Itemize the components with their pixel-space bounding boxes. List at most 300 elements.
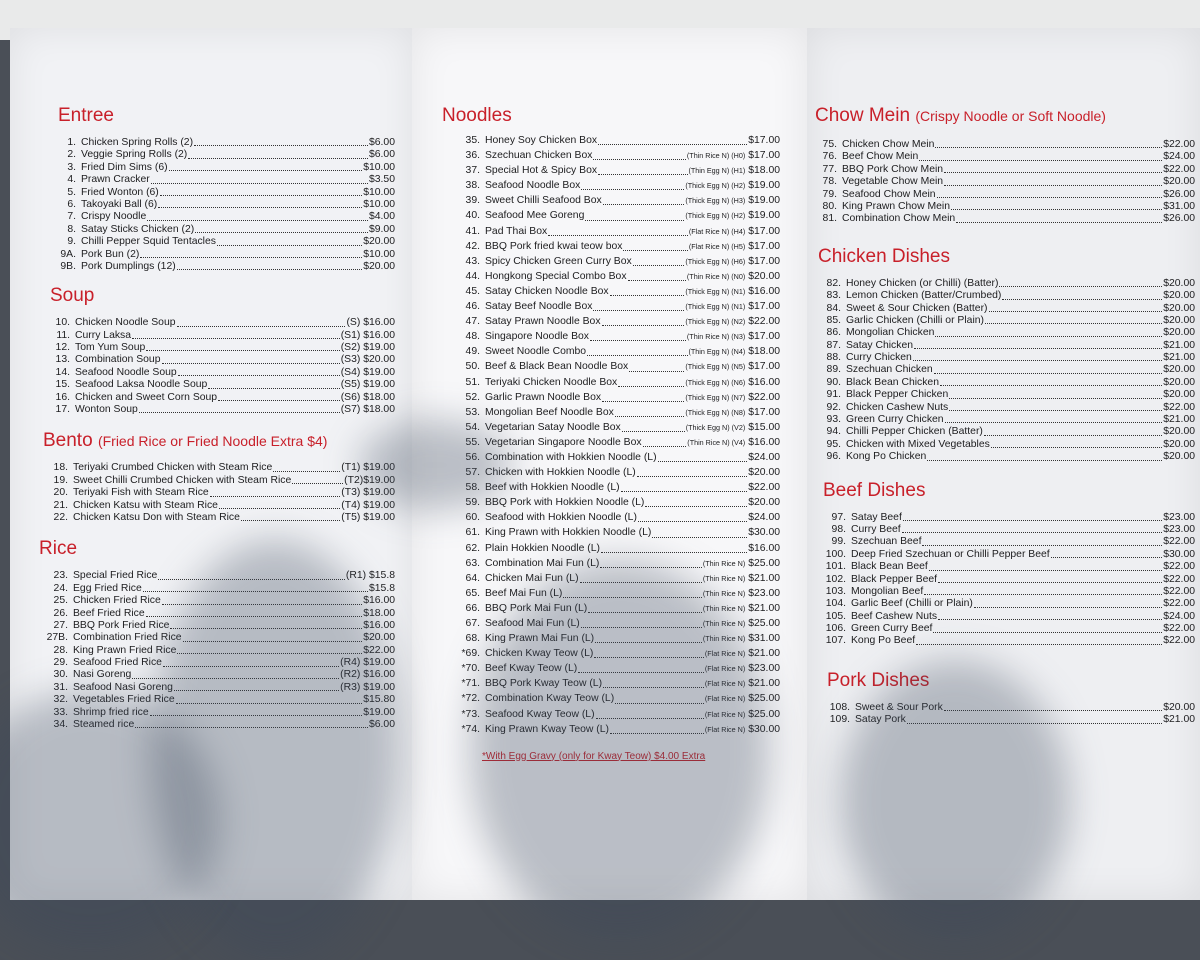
item-price: $23.00 (748, 587, 780, 599)
item-number: 108. (829, 701, 850, 713)
menu-item (442, 359, 780, 374)
item-price: $21.00 (1163, 339, 1195, 351)
item-number: 18. (53, 462, 68, 474)
item-number: 66. (465, 602, 480, 614)
item-name: Tom Yum Soup (75, 342, 146, 354)
dot-leader (292, 483, 343, 484)
item-name: Beef & Black Bean Noodle Box (485, 361, 629, 373)
item-price: $20.00 (1163, 376, 1195, 388)
item-price: $23.00 (748, 663, 780, 675)
dot-leader (944, 172, 1162, 173)
item-name: Sweet Chilli Crumbed Chicken with Steam Rice (73, 474, 292, 486)
menu-item (815, 611, 1195, 623)
beef-list (815, 512, 1195, 648)
item-number: 64. (465, 572, 480, 584)
menu-item (815, 402, 1195, 414)
dot-leader (1002, 299, 1162, 300)
item-name: Szechuan Chicken (846, 364, 933, 376)
item-noodle-code: (Flat Rice N) (704, 649, 746, 659)
dot-leader (602, 325, 685, 326)
item-number: 8. (67, 223, 76, 235)
dot-leader (598, 144, 747, 145)
item-number: 31. (53, 681, 68, 693)
item-number: 106. (825, 623, 846, 635)
menu-item (815, 512, 1195, 524)
dot-leader (935, 336, 1162, 337)
item-price: $10.00 (363, 248, 395, 260)
item-name: Green Curry Beef (851, 623, 933, 635)
item-name: Satay Chicken (846, 339, 913, 351)
item-name: BBQ Pork Fried Rice (73, 619, 170, 631)
item-price: (S3) $20.00 (340, 354, 395, 366)
item-price: $23.00 (1163, 511, 1195, 523)
menu-item (442, 420, 780, 435)
item-number: 9B. (60, 260, 76, 272)
bento-list (40, 462, 395, 524)
item-name: Seafood Nasi Goreng (73, 681, 173, 693)
item-number: 28. (53, 644, 68, 656)
item-noodle-code: (Thick Egg N) (N1) (685, 286, 746, 296)
item-price: $17.00 (748, 331, 780, 343)
item-price: $20.00 (1163, 701, 1195, 713)
item-number: 82. (826, 277, 841, 289)
dot-leader (924, 594, 1162, 595)
item-price: (R1) $15.8 (345, 570, 395, 582)
dot-leader (645, 506, 747, 507)
item-price: $20.00 (748, 270, 780, 282)
item-noodle-code: (Thin Rice N) (N0) (686, 271, 746, 281)
item-name: Satay Prawn Noodle Box (485, 316, 601, 328)
item-name: Seafood Laksa Noodle Soup (75, 379, 208, 391)
menu-item (40, 500, 395, 512)
item-name: Sweet Chilli Seafood Box (485, 195, 602, 207)
dot-leader (919, 160, 1162, 161)
item-number: *74. (461, 723, 480, 735)
item-number: 15. (55, 379, 70, 391)
item-name: Szechuan Beef (851, 536, 922, 548)
item-price: $21.00 (748, 678, 780, 690)
bento-subtitle: (Fried Rice or Fried Noodle Extra $4) (97, 433, 328, 450)
item-noodle-code: (Flat Rice N) (704, 679, 746, 689)
dot-leader (581, 189, 684, 190)
menu-item (40, 137, 395, 149)
item-name: King Prawn Mai Fun (L) (485, 633, 595, 645)
item-number: *70. (461, 663, 480, 675)
item-name: Chicken Katsu with Steam Rice (73, 499, 218, 511)
item-name: Kong Po Beef (851, 635, 916, 647)
item-name: Seafood Mee Goreng (485, 210, 585, 222)
item-number: 10. (55, 317, 70, 329)
item-name: Beef Kway Teow (L) (485, 663, 578, 675)
menu-item (40, 249, 395, 261)
item-number: 16. (55, 391, 70, 403)
item-price: (S) $16.00 (346, 317, 395, 329)
item-name: Black Bean Chicken (846, 376, 939, 388)
item-name: Chicken Cashew Nuts (846, 401, 949, 413)
item-price: $21.00 (748, 648, 780, 660)
item-name: Beef with Hokkien Noodle (L) (485, 482, 620, 494)
item-price: $9.00 (368, 223, 395, 235)
dot-leader (610, 295, 685, 296)
item-name: BBQ Pork Mai Fun (L) (485, 602, 588, 614)
item-price: $24.00 (748, 512, 780, 524)
dot-leader (178, 375, 340, 376)
item-name: Vegetables Fried Rice (73, 694, 175, 706)
item-name: Chilli Pepper Squid Tentacles (81, 236, 216, 248)
item-name: Kong Po Chicken (846, 451, 927, 463)
dot-leader (638, 521, 747, 522)
item-name: Vegetable Chow Mein (842, 176, 944, 188)
item-number: 54. (465, 421, 480, 433)
item-number: 78. (822, 176, 837, 188)
item-noodle-code: (Thick Egg N) (N7) (685, 392, 746, 402)
item-price: $20.00 (1163, 364, 1195, 376)
item-name: Garlic Prawn Noodle Box (485, 391, 602, 403)
item-noodle-code: (Thick Egg N) (N5) (685, 362, 746, 372)
item-number: 85. (826, 314, 841, 326)
item-name: Vegetarian Satay Noodle Box (485, 421, 621, 433)
item-noodle-code: (Flat Rice N) (H4) (688, 226, 746, 236)
item-number: 98. (831, 523, 846, 535)
chowmein-section (815, 105, 1195, 226)
item-number: 67. (465, 618, 480, 629)
dot-leader (273, 471, 340, 472)
item-name: Takoyaki Ball (6) (81, 198, 158, 210)
item-name: Sweet Noodle Combo (485, 346, 587, 358)
dot-leader (548, 235, 688, 236)
section-heading-entree: Entree (58, 105, 114, 126)
dot-leader (601, 552, 747, 553)
item-price: $20.00 (1163, 290, 1195, 302)
menu-item (815, 164, 1195, 176)
item-number: 9. (67, 236, 76, 248)
item-price: $16.00 (748, 285, 780, 297)
item-number: 56. (465, 451, 480, 463)
item-price: $22.00 (363, 644, 395, 656)
menu-item (815, 201, 1195, 213)
item-price: $10.00 (363, 186, 395, 198)
dot-leader (938, 619, 1162, 620)
bento-title: Bento (43, 430, 93, 452)
item-number: 24. (53, 582, 68, 594)
item-name: Chicken Spring Rolls (2) (81, 136, 194, 148)
dot-leader (984, 435, 1162, 436)
dot-leader (598, 174, 687, 175)
dot-leader (195, 232, 368, 233)
item-number: 48. (465, 331, 480, 343)
item-price: $20.00 (1163, 426, 1195, 438)
item-number: 49. (465, 346, 480, 358)
item-price: $17.00 (748, 406, 780, 418)
menu-item (40, 475, 395, 487)
menu-item (815, 623, 1195, 635)
menu-item (815, 451, 1195, 463)
item-noodle-code: (Flat Rice N) (704, 724, 746, 734)
item-price: (T3) $19.00 (341, 487, 395, 499)
item-number: 25. (53, 595, 68, 607)
item-name: Satay Pork (855, 714, 906, 726)
dot-leader (927, 460, 1162, 461)
dot-leader (169, 170, 363, 171)
item-number: 81. (822, 213, 837, 225)
menu-item (40, 330, 395, 342)
item-price: $21.00 (1163, 414, 1195, 426)
item-noodle-code: (Thick Egg N) (H2) (685, 211, 746, 221)
item-name: Honey Chicken (or Chilli) (Batter) (846, 277, 999, 289)
section-heading-beef: Beef Dishes (823, 479, 926, 501)
item-number: 87. (826, 339, 841, 351)
chowmein-subtitle: (Crispy Noodle or Soft Noodle) (915, 108, 1106, 124)
item-number: 36. (465, 150, 480, 162)
item-number: 53. (465, 406, 480, 418)
dot-leader (160, 195, 362, 196)
dot-leader (937, 197, 1163, 198)
dot-leader (956, 222, 1162, 223)
item-price: $31.00 (748, 633, 780, 645)
item-price: $16.00 (363, 595, 395, 607)
item-price: (S7) $18.00 (340, 404, 395, 416)
item-name: Sweet & Sour Chicken (Batter) (846, 302, 988, 314)
item-price: $24.00 (1163, 610, 1195, 622)
item-number: 13. (55, 354, 70, 366)
menu-item (815, 561, 1195, 573)
menu-item (40, 261, 395, 273)
item-price: $22.00 (748, 391, 780, 403)
menu-item (815, 598, 1195, 610)
shadow-overlay (470, 560, 770, 940)
menu-item (815, 414, 1195, 426)
item-name: Combination Soup (75, 354, 161, 366)
item-name: Mongolian Chicken (846, 327, 935, 339)
item-number: 77. (822, 163, 837, 175)
dot-leader (991, 447, 1162, 448)
item-price: $6.00 (368, 719, 395, 731)
item-name: Chicken with Mixed Vegetables (846, 438, 990, 450)
chicken-list (815, 278, 1195, 464)
item-price: (T5) $19.00 (341, 511, 395, 523)
item-price: $17.00 (748, 361, 780, 373)
item-price: $6.00 (368, 149, 395, 161)
egg-gravy-note: *With Egg Gravy (only for Kway Teow) $4.00 Extra (482, 750, 706, 762)
item-price: $22.00 (1163, 401, 1195, 413)
item-name: Seafood Fried Rice (73, 657, 162, 669)
item-price: $22.00 (1163, 138, 1195, 150)
item-number: 100. (825, 548, 846, 560)
item-number: 63. (465, 557, 480, 569)
item-name: Chicken Noodle Soup (75, 317, 176, 329)
item-name: Curry Chicken (846, 352, 912, 364)
menu-item (815, 278, 1195, 290)
item-number: 50. (465, 361, 480, 373)
item-noodle-code: (Thick Egg N) (H2) (685, 181, 746, 191)
menu-item (442, 375, 780, 390)
item-name: King Prawn Chow Mein (842, 200, 950, 212)
dot-leader (989, 311, 1163, 312)
item-number: 84. (826, 302, 841, 314)
item-price: (S1) $16.00 (340, 329, 395, 341)
menu-item (442, 510, 780, 525)
dot-leader (158, 207, 362, 208)
item-price: $22.00 (1163, 635, 1195, 647)
dot-leader (916, 644, 1162, 645)
item-price: $24.00 (1163, 151, 1195, 163)
section-heading-chowmein (815, 105, 1195, 127)
item-name: Special Hot & Spicy Box (485, 165, 598, 177)
item-price: $25.00 (748, 557, 780, 569)
item-price: (R3) $19.00 (340, 681, 395, 693)
item-name: Combination Fried Rice (73, 632, 182, 644)
menu-item (815, 586, 1195, 598)
bento-section (40, 430, 395, 524)
menu-item (815, 290, 1195, 302)
item-price: $24.00 (748, 451, 780, 463)
item-number: 105. (825, 610, 846, 622)
item-name: Combination Chow Mein (842, 213, 956, 225)
item-number: 23. (53, 570, 68, 582)
dot-leader (643, 446, 687, 447)
dot-leader (658, 461, 748, 462)
item-number: 88. (826, 352, 841, 364)
item-number: 57. (465, 467, 480, 479)
dot-leader (593, 159, 685, 160)
item-number: 40. (465, 210, 480, 222)
item-number: 95. (826, 438, 841, 450)
item-price: (R4) $19.00 (340, 657, 395, 669)
menu-item (442, 163, 780, 178)
menu-item (40, 224, 395, 236)
item-name: Black Bean Beef (851, 561, 928, 573)
menu-item (40, 354, 395, 366)
item-number: 107. (825, 635, 846, 647)
item-name: Black Pepper Chicken (846, 389, 949, 401)
item-price: $15.8 (368, 582, 395, 594)
entree-list (40, 137, 395, 273)
dot-leader (949, 398, 1162, 399)
item-name: Satay Chicken Noodle Box (485, 285, 609, 297)
menu-item (442, 224, 780, 239)
item-name: Seafood Kway Teow (L) (485, 708, 595, 720)
item-number: 103. (825, 585, 846, 597)
item-noodle-code: (Thin Egg N) (N4) (688, 347, 746, 357)
item-number: *69. (461, 648, 480, 660)
item-price: $10.00 (363, 198, 395, 210)
item-name: Seafood Chow Mein (842, 188, 936, 200)
item-name: Chicken Kway Teow (L) (485, 648, 594, 660)
dot-leader (903, 520, 1162, 521)
item-name: Prawn Cracker (81, 174, 150, 186)
item-name: Pad Thai Box (485, 225, 548, 237)
item-number: 3. (67, 161, 76, 173)
item-name: Veggie Spring Rolls (2) (81, 149, 188, 161)
item-number: 51. (465, 376, 480, 388)
item-price: $17.00 (748, 255, 780, 267)
item-number: 60. (465, 512, 480, 524)
item-name: Green Curry Chicken (846, 414, 944, 426)
item-price: $20.00 (363, 632, 395, 644)
dot-leader (623, 250, 687, 251)
item-price: $16.00 (748, 542, 780, 554)
item-number: 91. (826, 389, 841, 401)
menu-item (40, 149, 395, 161)
item-price: $16.00 (363, 619, 395, 631)
dot-leader (618, 386, 684, 387)
item-number: 30. (53, 669, 68, 681)
dot-leader (241, 520, 340, 521)
item-name: Chicken and Sweet Corn Soup (75, 391, 218, 403)
item-name: Lemon Chicken (Batter/Crumbed) (846, 290, 1002, 302)
item-name: Chilli Pepper Chicken (Batter) (846, 426, 983, 438)
menu-item (40, 236, 395, 248)
item-price: $20.00 (1163, 327, 1195, 339)
item-noodle-code: (Thin Rice N) (702, 573, 746, 583)
item-price: $20.00 (1163, 176, 1195, 188)
item-name: BBQ Pork Chow Mein (842, 163, 944, 175)
item-price: $21.00 (748, 572, 780, 584)
item-price: $20.00 (363, 236, 395, 248)
dot-leader (935, 147, 1162, 148)
item-price: $22.00 (1163, 598, 1195, 610)
item-price: $6.00 (368, 136, 395, 148)
item-price: (S6) $18.00 (340, 391, 395, 403)
menu-item (815, 139, 1195, 151)
item-name: Seafood Mai Fun (L) (485, 618, 580, 629)
menu-item (815, 303, 1195, 315)
item-number: 35. (465, 135, 480, 146)
dot-leader (593, 310, 684, 311)
item-number: 43. (465, 255, 480, 267)
menu-item (40, 379, 395, 391)
menu-item (442, 495, 780, 510)
dot-leader (188, 158, 368, 159)
item-number: 12. (55, 342, 70, 354)
item-price: (T2)$19.00 (344, 474, 395, 486)
dot-leader (622, 431, 685, 432)
dot-leader (602, 401, 684, 402)
item-number: 97. (831, 511, 846, 523)
soup-section (40, 285, 395, 416)
item-name: Nasi Goreng (73, 669, 132, 681)
item-name: Mongolian Beef (851, 585, 924, 597)
item-price: $19.00 (363, 706, 395, 718)
item-number: 99. (831, 536, 846, 548)
item-price: $17.00 (748, 225, 780, 237)
item-price: (R2) $16.00 (340, 669, 395, 681)
dot-leader (922, 545, 1162, 546)
item-number: 45. (465, 285, 480, 297)
item-name: Teriyaki Chicken Noodle Box (485, 376, 618, 388)
shadow-overlay (360, 420, 510, 510)
item-price: $22.00 (1163, 585, 1195, 597)
item-name: King Prawn Kway Teow (L) (485, 723, 609, 735)
item-number: 52. (465, 391, 480, 403)
section-heading-bento (43, 430, 395, 452)
item-price: $20.00 (363, 260, 395, 272)
item-number: 94. (826, 426, 841, 438)
item-number: 58. (465, 482, 480, 494)
item-number: 26. (53, 607, 68, 619)
item-name: Crispy Noodle (81, 211, 147, 223)
item-name: Plain Hokkien Noodle (L) (485, 542, 600, 554)
item-price: $22.00 (748, 316, 780, 328)
item-price: $20.00 (1163, 438, 1195, 450)
dot-leader (217, 245, 362, 246)
item-name: Seafood with Hokkien Noodle (L) (485, 512, 637, 524)
menu-item (815, 213, 1195, 225)
menu-item (40, 342, 395, 354)
item-noodle-code: (Thin Egg N) (H1) (688, 166, 746, 176)
item-price: $21.00 (1163, 714, 1195, 726)
item-noodle-code: (Flat Rice N) (H5) (688, 241, 746, 251)
